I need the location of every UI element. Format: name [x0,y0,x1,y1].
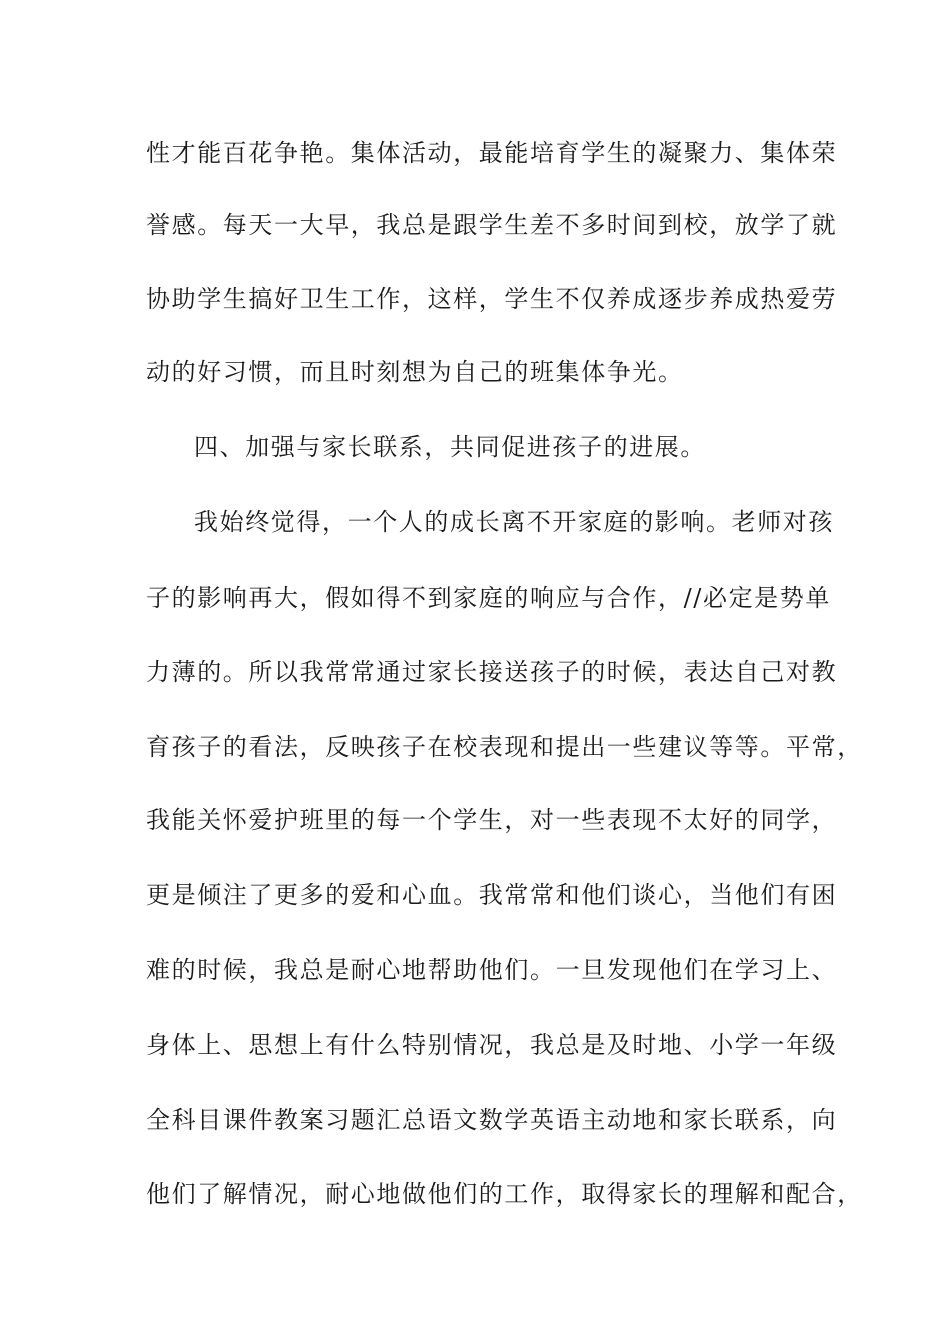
text-line-11: 更是倾注了更多的爱和心血。我常常和他们谈心，当他们有困 [146,881,838,909]
text-line-15: 他们了解情况，耐心地做他们的工作，取得家长的理解和配合， [146,1180,863,1208]
section-heading: 四、加强与家长联系，共同促进孩子的进展。 [194,433,706,461]
text-line-10: 我能关怀爱护班里的每一个学生，对一些表现不太好的同学， [146,806,838,834]
text-line-1: 性才能百花争艳。集体活动，最能培育学生的凝聚力、集体荣 [146,139,838,167]
text-line-12: 难的时候，我总是耐心地帮助他们。一旦发现他们在学习上、 [146,956,838,984]
text-line-13: 身体上、思想上有什么特别情况，我总是及时地、小学一年级 [146,1031,838,1059]
text-line-3: 协助学生搞好卫生工作，这样，学生不仅养成逐步养成热爱劳 [146,285,838,313]
text-line-8: 力薄的。所以我常常通过家长接送孩子的时候，表达自己对教 [146,658,838,686]
text-line-7: 子的影响再大，假如得不到家庭的响应与合作，//必定是势单 [146,584,831,612]
text-line-4: 动的好习惯，而且时刻想为自己的班集体争光。 [146,358,684,386]
text-line-6: 我始终觉得，一个人的成长离不开家庭的影响。老师对孩 [194,508,834,536]
text-line-14: 全科目课件教案习题汇总语文数学英语主动地和家长联系，向 [146,1106,838,1134]
text-line-2: 誉感。每天一大早，我总是跟学生差不多时间到校，放学了就 [146,211,838,239]
text-line-9: 育孩子的看法，反映孩子在校表现和提出一些建议等等。平常， [146,733,863,761]
